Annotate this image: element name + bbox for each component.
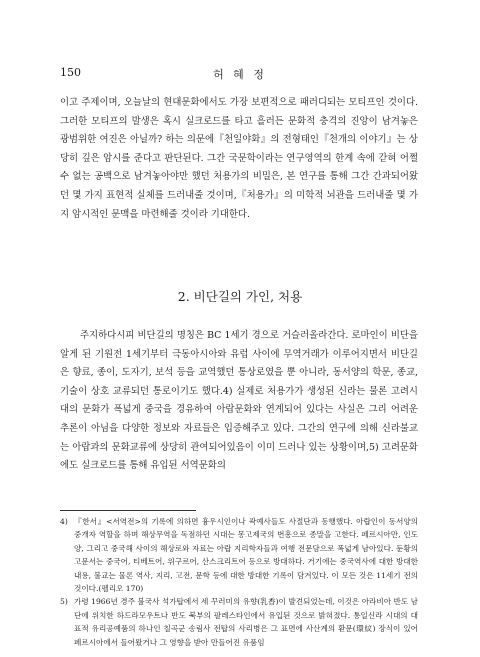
section-heading: 2. 비단길의 가인, 처용 (177, 289, 303, 304)
running-head: 허 혜 정 (213, 68, 267, 81)
footnote-text: 『한서』<서역전>의 기록에 의하면 흉우시인이나 곽예사들도 사절단과 동행했다. 아랍인이 동서양의 중개자 역할을 하며 해상무역을 독점하던 시대는 몽고제국의 번흥으로 종말을 고한다. 페르시아만, 인도양, 그리고 중국해 사이의 해상로와 자료는 아랍 지리학자들과 여행 전문담으로 폭넓게 남아있다. 둔황의 고문서는 중국어, 티베트어, 위구르어, 산스크리트어 등으로 방대하다. 거기에는 중국역사에 대한 방대한 내용, 불교는 물론 역사, 지리, 고전, 문학 등에 대한 방대한 기록이 담겨있다. 이 모든 것은 11세기 전의 것이다.(펠리오 170) (74, 517, 418, 594)
footnote-text: 가령 1966년 경주 불국사 석가탑에서 세 꾸러미의 유향(乳香)이 발견되었는데, 이것은 아라비아 반도 남단에 위치한 하드라모우트나 반도 북부의 팔레스타인에서 유입된 것으로 밝혀졌다. 통일신라 시대의 대표적 유리공예품의 하나인 칠곡군 송림사 전탑의 사리병은 그 표면에 사산계의 환문(環紋) 장식이 있어 페르시아에서 들어왔거나 그 영향을 받아 만들어진 유품임 (74, 597, 418, 647)
body-paragraph-intro: 이고 주제이며, 오늘날의 현대문화에서도 가장 보편적으로 패러디되는 모티프인 것이다. 그러한 모티프의 발생은 혹시 실크로드를 타고 흘러든 문화적 충격의 진앙이 남겨놓은 광범위한 여진은 아닐까? 하는 의문에『천일야화』의 전형태인『천개의 이야기』는 상당히 깊은 암시를 준다고 판단된다. 그간 국문학이라는 연구영역의 한계 속에 갇혀 어쩔 수 없는 공백으로 남겨놓아야만 했던 처용가의 비밀은, 본 연구를 통해 그간 간과되어왔던 몇 가지 표현적 실체를 드러내줄 것이며,『처용가』의 미학적 뇌관을 드러내줄 몇 가지 암시적인 문맥을 마련해줄 것이라 기대한다. (60, 97, 418, 220)
footnote-4 (60, 515, 418, 595)
page-number: 150 (60, 66, 81, 79)
footnote-number: 5) (60, 597, 68, 607)
body-paragraph-silk-road: 주지하다시피 비단길의 명칭은 BC 1세기 경으로 거슬러올라간다. 로마인이 비단을 알게 된 기원전 1세기부터 극동아시아와 유럽 사이에 무역거래가 이루어지면서 비단길은 향료, 종이, 도자기, 보석 등을 교역했던 통상로였을 뿐 아니라, 동서양의 학문, 종교, 기술이 상호 교류되던 통로이기도 했다.4) 실제로 처용가가 생성된 신라는 물론 고려시대의 문화가 폭넓게 중국을 경유하여 아랍문화와 연계되어 있다는 사실은 그리 어려운 추론이 아님을 다양한 정보와 자료들은 입증해주고 있다. 그간의 연구에 의해 신라불교는 아랍과의 문화교류에 상당히 관여되어있음이 이미 드러나 있는 상황이며,5) 고려문화에도 실크로드를 통해 유입된 서역문화의 (60, 330, 418, 472)
footnotes (60, 515, 418, 649)
footnote-number: 4) (60, 517, 68, 526)
footnote-5 (60, 595, 418, 649)
footnote-rule (60, 510, 196, 511)
